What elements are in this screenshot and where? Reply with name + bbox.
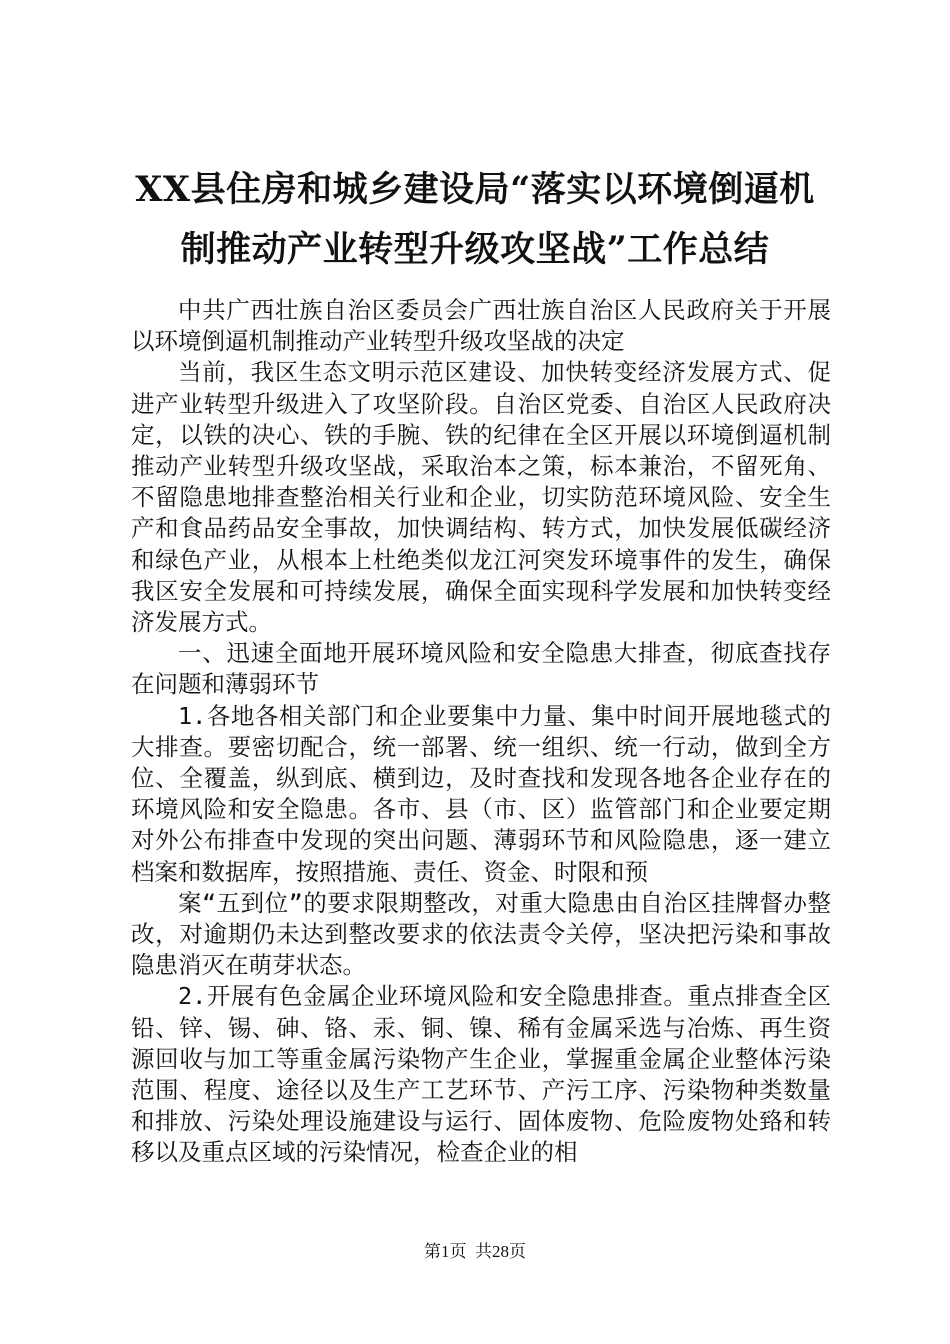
paragraph-item-1: 1.各地各相关部门和企业要集中力量、集中时间开展地毯式的大排查。要密切配合，统一部署、统一组织、统一行动，做到全方位、全覆盖，纵到底、横到边，及时查找和发现各地各企业存在的环境风险和安全隐患。各市、县（市、区）监管部门和企业要定期对外公布排查中发现的突出问题、薄弱环节和风险隐患，逐一建立档案和数据库，按照措施、责任、资金、时限和预 xyxy=(131,701,831,886)
paragraph-item-1-continued: 案“五到位”的要求限期整改，对重大隐患由自治区挂牌督办整改，对逾期仍未达到整改要求的依法责令关停，坚决把污染和事故隐患消灭在萌芽状态。 xyxy=(131,888,831,980)
document-body xyxy=(131,295,831,1169)
page-footer xyxy=(0,1240,950,1264)
paragraph-source: 中共广西壮族自治区委员会广西壮族自治区人民政府关于开展以环境倒逼机制推动产业转型升级攻坚战的决定 xyxy=(131,296,831,356)
paragraph-item-2: 2.开展有色金属企业环境风险和安全隐患排查。重点排查全区铅、锌、锡、砷、铬、汞、铜、镍、稀有金属采选与冶炼、再生资源回收与加工等重金属污染物产生企业，掌握重金属企业整体污染范围、程度、途径以及生产工艺环节、产污工序、污染物种类数量和排放、污染处理设施建设与运行、固体废物、危险废物处臵和转移以及重点区域的污染情况，检查企业的相 xyxy=(131,982,831,1167)
document-title xyxy=(100,160,850,280)
page-number: 第1页 共28页 xyxy=(424,1242,526,1261)
title-line-2: 制推动产业转型升级攻坚战”工作总结 xyxy=(180,229,770,270)
paragraph-intro: 当前，我区生态文明示范区建设、加快转变经济发展方式、促进产业转型升级进入了攻坚阶段。自治区党委、自治区人民政府决定，以铁的决心、铁的手腕、铁的纪律在全区开展以环境倒逼机制推动产业转型升级攻坚战，采取治本之策，标本兼治，不留死角、不留隐患地排查整治相关行业和企业，切实防范环境风险、安全生产和食品药品安全事故，加快调结构、转方式，加快发展低碳经济和绿色产业，从根本上杜绝类似龙江河突发环境事件的发生，确保我区安全发展和可持续发展，确保全面实现科学发展和加快转变经济发展方式。 xyxy=(131,358,831,637)
section-heading-1: 一、迅速全面地开展环境风险和安全隐患大排查，彻底查找存在问题和薄弱环节 xyxy=(131,639,831,699)
title-line-1: XX县住房和城乡建设局“落实以环境倒逼机 xyxy=(135,169,815,210)
